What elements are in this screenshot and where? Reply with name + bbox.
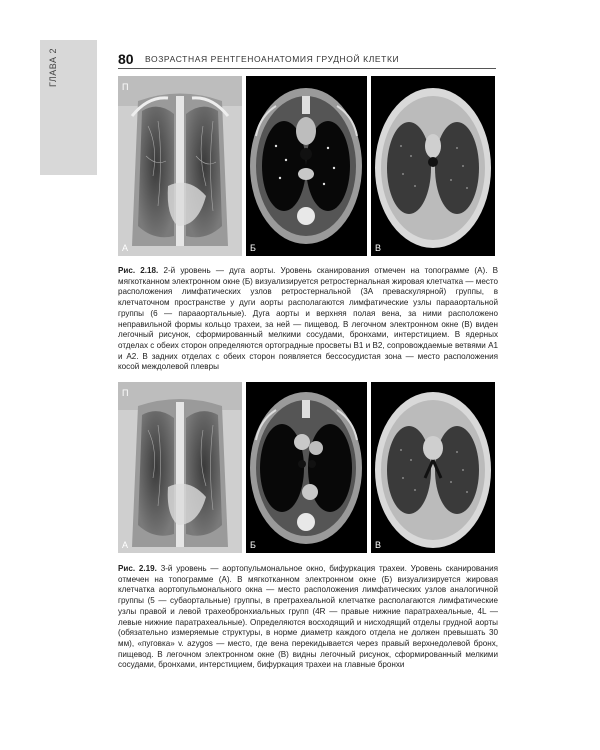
fig2-topogram-image: [118, 382, 242, 553]
fig2-label-c: В: [375, 540, 382, 550]
fig1-label-a: А: [122, 243, 129, 253]
chapter-side-tab: [40, 40, 97, 175]
fig1-soft-tissue-ct-panel: [246, 76, 367, 256]
fig2-label-a: А: [122, 540, 129, 550]
fig1-lung-window-ct-image: [371, 76, 495, 256]
fig2-topogram-panel: [118, 382, 242, 553]
running-title: ВОЗРАСТНАЯ РЕНТГЕНОАНАТОМИЯ ГРУДНОЙ КЛЕТКИ: [145, 54, 400, 64]
fig2-caption-text: 3-й уровень — аортопульмональное окно, бифуркация трахеи. Уровень сканирования отмечен на топограмме (А). В мягкотканном электронном окне (Б) визуализируется жировая клетчатка аортопульмонального окна — место расположения лимфатических узлов аналогичной группы (5 — субаортальные) группы, в претрахеальной клетчатке располагаются лимфатические узлы правой и левой трахеобронхиальных групп (4R — правые нижние паратрахеальные, 4L — левые нижние паратрахеальные). Определяются восходящий и нисходящий отделы грудной аорты (обязательно измеряемые структуры, в норме диаметр каждого отдела не должен превышать 30 мм), «пуговка» v. azygos — место, где вена перекидывается через правый верхнедолевой бронх, пищевод. В легочном электронном окне (В) видны легочный рисунок, сформированный мелкими сосудами, бронхами, интерстицием, бифуркация трахеи на главные бронхи: [118, 564, 498, 670]
fig1-topogram-image: [118, 76, 242, 256]
svg-text:П: П: [122, 82, 129, 92]
fig1-caption-text: 2-й уровень — дуга аорты. Уровень сканирования отмечен на топограмме (А). В мягкотканном электронном окне (Б) визуализируется ретростернальная жировая клетчатка — место расположения лимфатических узлов ретростернальной (3А преваскулярной) группы, в клетчаточном пространстве у дуги аорты располагаются лимфатические узлы парааортальной группы (6 — парааортальные). Дуга аорты и верхняя полая вена, за ними расположено неправильной формы кольцо трахеи, за ней — пищевод. В легочном электронном окне (В) виден легочный рисунок, сформированный мелкими сосудами, бронхами, интерстицием. В ядерных отделах с обеих сторон определяются ортоградные просветы В1 и В2, сопровождаемые ветвями А1 и А2. В задних отделах с обеих сторон появляется бессосудистая зона — место расположения косой междолевой плевры: [118, 266, 499, 372]
fig2-caption: [118, 564, 498, 671]
fig2-caption-title: Рис. 2.19.: [118, 564, 157, 573]
fig2-soft-tissue-ct-image: [246, 382, 367, 553]
fig2-soft-tissue-ct-panel: [246, 382, 367, 553]
fig2-lung-window-ct-image: [371, 382, 495, 553]
fig1-lung-window-ct-panel: [371, 76, 495, 256]
chapter-tab-label: ГЛАВА 2: [48, 48, 58, 87]
fig1-topogram-panel: [118, 76, 242, 256]
fig2-lung-window-ct-panel: [371, 382, 495, 553]
svg-text:П: П: [122, 388, 129, 398]
fig1-caption: [118, 266, 498, 373]
fig1-label-c: В: [375, 243, 382, 253]
fig1-caption-title: Рис. 2.18.: [118, 266, 159, 275]
page-number: 80: [118, 51, 134, 67]
fig2-label-b: Б: [250, 540, 256, 550]
header-rule: [118, 68, 496, 69]
fig1-label-b: Б: [250, 243, 256, 253]
fig1-soft-tissue-ct-image: [246, 76, 367, 256]
